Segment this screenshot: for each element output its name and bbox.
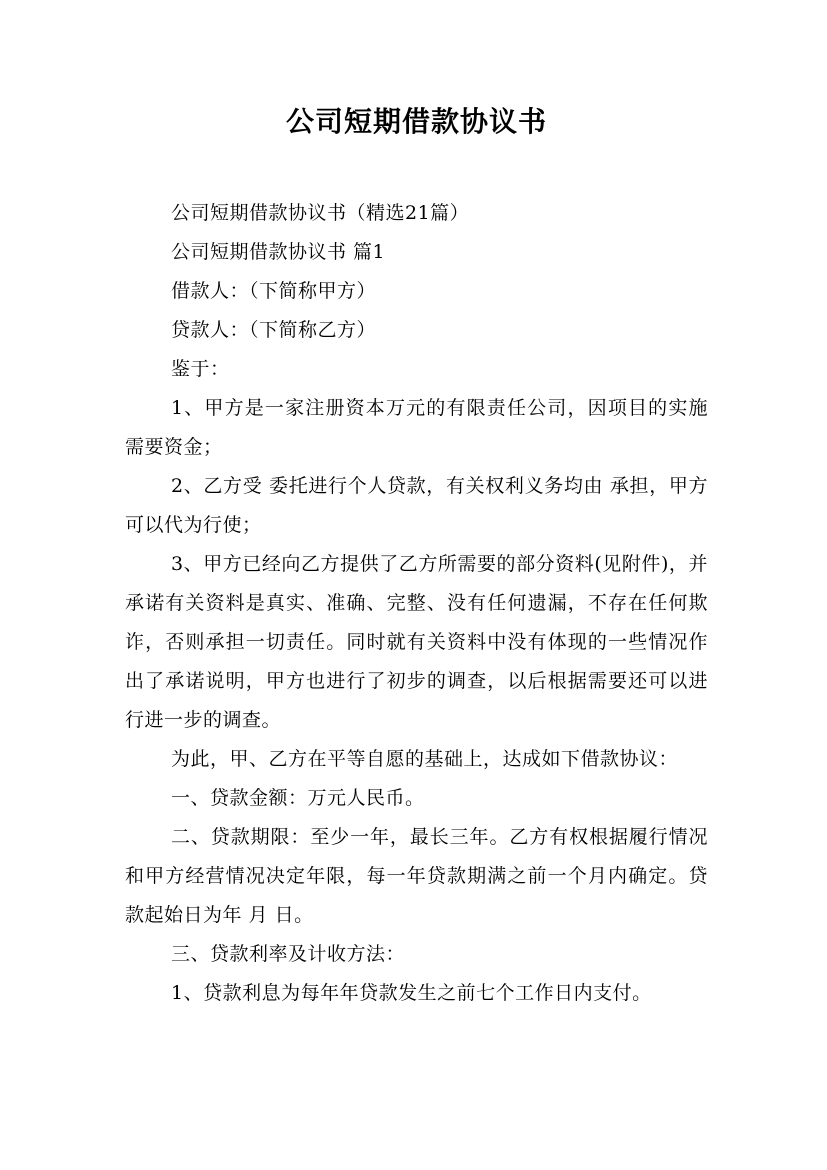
paragraph-lender: 贷款人：（下简称乙方） — [171, 319, 377, 341]
paragraph-loan-amount: 一、贷款金额：万元人民币。 — [171, 787, 425, 809]
paragraph-borrower: 借款人：（下简称甲方） — [171, 280, 377, 302]
paragraph-clause-2: 2、乙方受 委托进行个人贷款，有关权利义务均由 承担，甲方可以代为行使； — [125, 475, 708, 536]
paragraph-whereas: 鉴于： — [171, 358, 230, 380]
paragraph-agreement: 为此，甲、乙方在平等自愿的基础上，达成如下借款协议： — [171, 748, 679, 770]
paragraph-loan-term: 二、贷款期限：至少一年，最长三年。乙方有权根据履行情况和甲方经营情况决定年限，每一年贷款期满之前一个月内确定。贷款起始日为年 月 日。 — [125, 826, 708, 926]
document-body — [125, 194, 708, 1013]
paragraph-interest-1: 1、贷款利息为每年年贷款发生之前七个工作日内支付。 — [171, 982, 652, 1004]
paragraph-section-heading: 公司短期借款协议书 篇1 — [171, 241, 386, 263]
paragraph-clause-1: 1、甲方是一家注册资本万元的有限责任公司，因项目的实施需要资金； — [125, 397, 708, 458]
paragraph-intro: 公司短期借款协议书（精选21篇） — [171, 202, 470, 224]
paragraph-interest-heading: 三、贷款利率及计收方法： — [171, 943, 406, 965]
document-title: 公司短期借款协议书 — [285, 105, 547, 138]
paragraph-clause-3: 3、甲方已经向乙方提供了乙方所需要的部分资料(见附件)，并承诺有关资料是真实、准确、完整、没有任何遗漏，不存在任何欺诈，否则承担一切责任。同时就有关资料中没有体现的一些情况作出了承诺说明，甲方也进行了初步的调查，以后根据需要还可以进行进一步的调查。 — [125, 553, 708, 731]
